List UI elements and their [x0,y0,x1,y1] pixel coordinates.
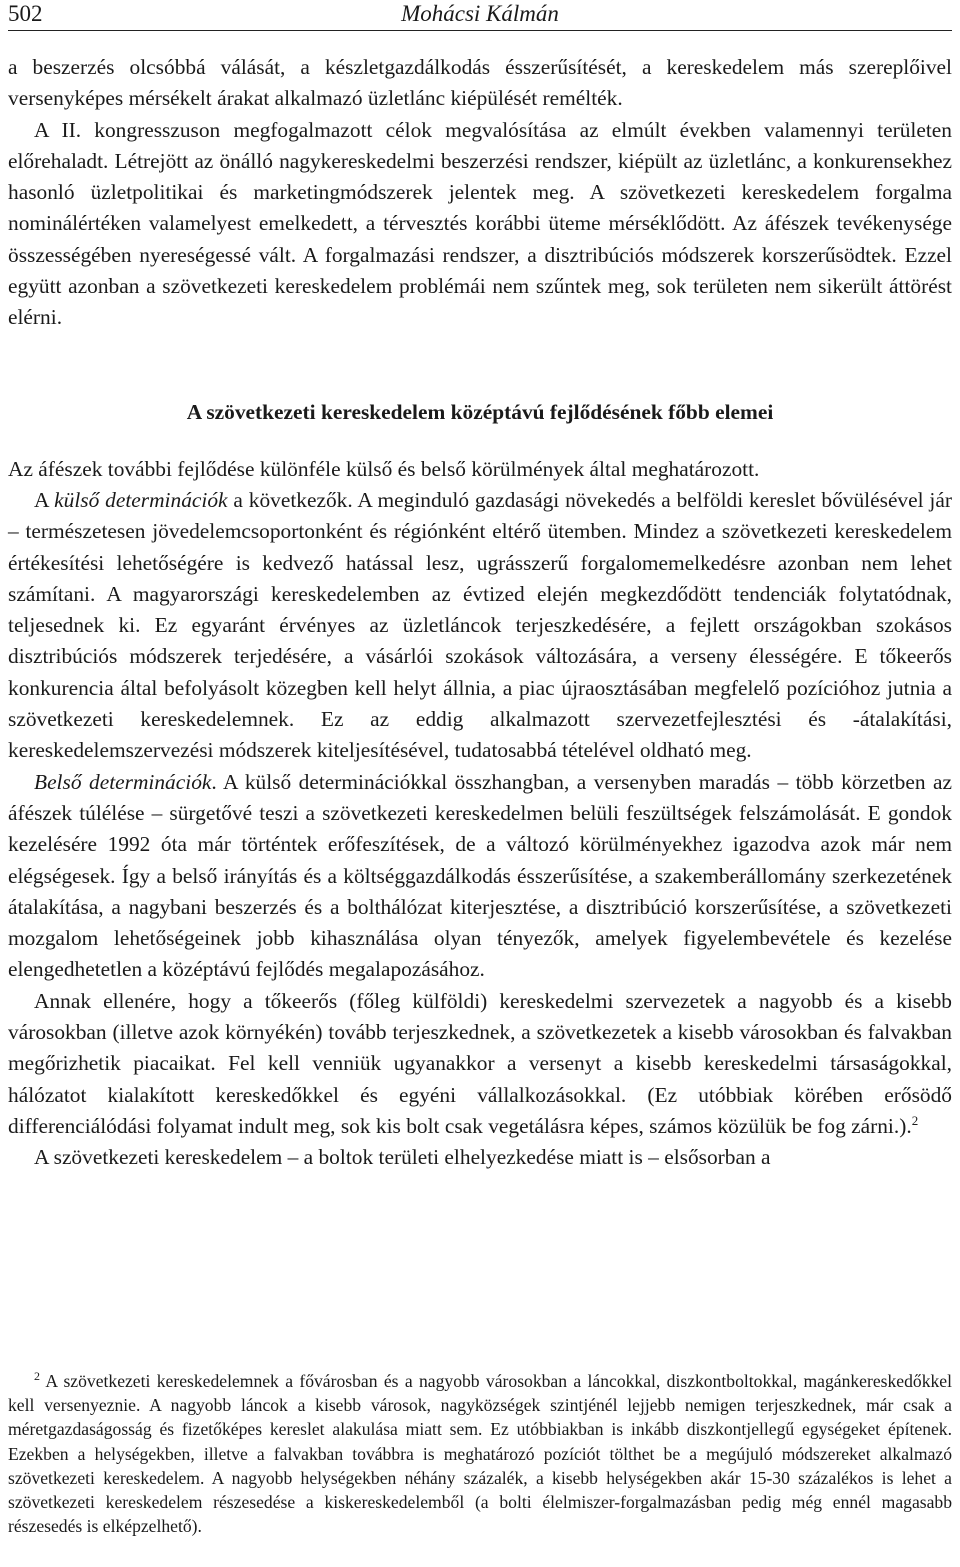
paragraph-section-intro: Az áfészek további fejlődése különféle külső és belső körülmények által meghatározott. [8,456,760,481]
main-text [8,52,952,1174]
footnote [8,1369,952,1538]
footnote-text: A szövetkezeti kereskedelemnek a fővárosban és a nagyobb városokban a láncokkal, diszkontboltokkal, magánkereskedőkkel kell versenyeznie. A nagyobb láncok a kisebb városok, nagyközségek szintjénél lejjebb nemigen terjeszkednek, már csak a méretgazdaságosság és fizetőképes kereslet alakulása miatt sem. Ez utóbbiakban is inkább diszkontjellegű egységeket építenek. Ezekben a helységekben, illetve a falvakban továbbra is meghatározó pozíciót tölthet be a megújuló módszereket alkalmazó szövetkezeti kereskedelem. A nagyobb helységekben néhány százalék, a kisebb helységekben akár 15-30 százalékos is lehet a szövetkezeti kereskedelem részesedése a kiskereskedelemből (a bolti élelmiszer-forgalmazásban pedig még ennél magasabb részesedés is elképzelhető). [8,1371,952,1537]
footnote-paragraph [8,1369,952,1538]
footnote-number: 2 [34,1369,40,1384]
paragraph-external-determinations [8,485,952,767]
internal-text: . A külső determinációkkal összhangban, a versenyben maradás – több körzetben az áfészek túlélése – sürgetővé teszi a szövetkezeti kereskedelmen belüli feszültségek felszámolását. E gondok kezelésére 1992 óta már történtek erőfeszítések, de a változó körülményekhez igazodva azok már nem elégségesek. Így a belső irányítás és a költséggazdálkodás ésszerűsítése, a szakemberállomány szerkezetének átalakítása, a nagybani beszerzés és a bolthálózat kiterjesztése, a disztribúció korszerűsítése, a szövetkezeti mozgalom lehetőségeinek jobb kihasználása olyan tényezők, amelyek figyelembevétele és kezelése elengedhetetlen a középtávú fejlődés megalapozásához. [8,769,953,982]
footnote-reference: 2 [911,1112,919,1128]
paragraph-competition [8,986,952,1142]
running-title: Mohácsi Kálmán [401,1,559,26]
paragraph-continuation: a beszerzés olcsóbbá válását, a készletgazdálkodás ésszerűsítését, a kereskedelem más szereplőivel versenyképes mérsékelt árakat alkalmazó üzletlánc kiépülését remélték. [8,55,952,111]
paragraph-last: A szövetkezeti kereskedelem – a boltok területi elhelyezkedése miatt is – elsősorban a [34,1145,771,1170]
external-term: külső determinációk [54,487,228,512]
paragraph-internal-determinations [8,767,952,986]
page-header [8,0,952,31]
internal-term: Belső determinációk [34,769,212,794]
section-heading: A szövetkezeti kereskedelem középtávú fejlődésének főbb elemei [186,399,774,424]
external-text: a következők. A meginduló gazdasági növekedés a belföldi kereslet bővülésével jár – természetesen jövedelemcsoportonként és régiónként eltérő ütemben. Mindez a szövetkezeti kereskedelem értékesítési lehetőségére is kedvező hatással lesz, ugrásszerű forgalomemelkedésre azonban nem lehet számítani. A magyarországi kereskedelemben az évtized elején megkezdődött tendenciák folytatódnak, teljesednek ki. Ez egyaránt érvényes az üzletláncok terjeszkedésére, a fejlett országokban szokásos disztribúciós módszerek terjedésére, a vásárlói szokások változására, a verseny élességére. E tőkeerős konkurencia által befolyásolt közegben kell helyt állnia, a piac újraosztásában megfelelő pozícióhoz jutnia a szövetkezeti kereskedelemnek. Ez az eddig alkalmazott szervezetfejlesztési és -átalakítási, kereskedelemszervezési módszerek kiteljesítésével, tudatosabbá tételével oldható meg. [8,487,952,763]
paragraph-congress: A II. kongresszuson megfogalmazott célok megvalósítása az elmúlt években valamennyi területen előrehaladt. Létrejött az önálló nagykereskedelmi beszerzési rendszer, kiépült az üzletlánc, a konkurensekhez hasonló üzletpolitikai és marketingmódszerek jelentek meg. A szövetkezeti kereskedelem forgalma nominálértéken valamelyest emelkedett, a térvesztés korábbi üteme mérséklődött. Az áfészek tevékenysége összességében nyereségessé vált. A forgalmazási rendszer, a disztribúciós módszerek korszerűsödtek. Ezzel együtt azonban a szövetkezeti kereskedelem problémái nem szűntek meg, sok területen nem sikerült áttörést elérni. [8,117,952,330]
external-lead: A [34,487,55,512]
competition-text: Annak ellenére, hogy a tőkeerős (főleg külföldi) kereskedelmi szervezetek a nagyobb és a kisebb városokban (illetve azok környékén) tovább terjeszkednek, a szövetkezetek a kisebb városokban és falvakban megőrizhetik piacaikat. Fel kell venniük ugyanakkor a versenyt a kisebb kereskedelmi társaságokkal, hálózatot kialakított kereskedőkkel és egyéni vállalkozásokkal. (Ez utóbbiak körében erősödő differenciálódási folyamat indult meg, sok kis bolt csak vegetálásra képes, számos közülük be fog zárni.). [8,988,952,1138]
page-number: 502 [8,1,43,26]
